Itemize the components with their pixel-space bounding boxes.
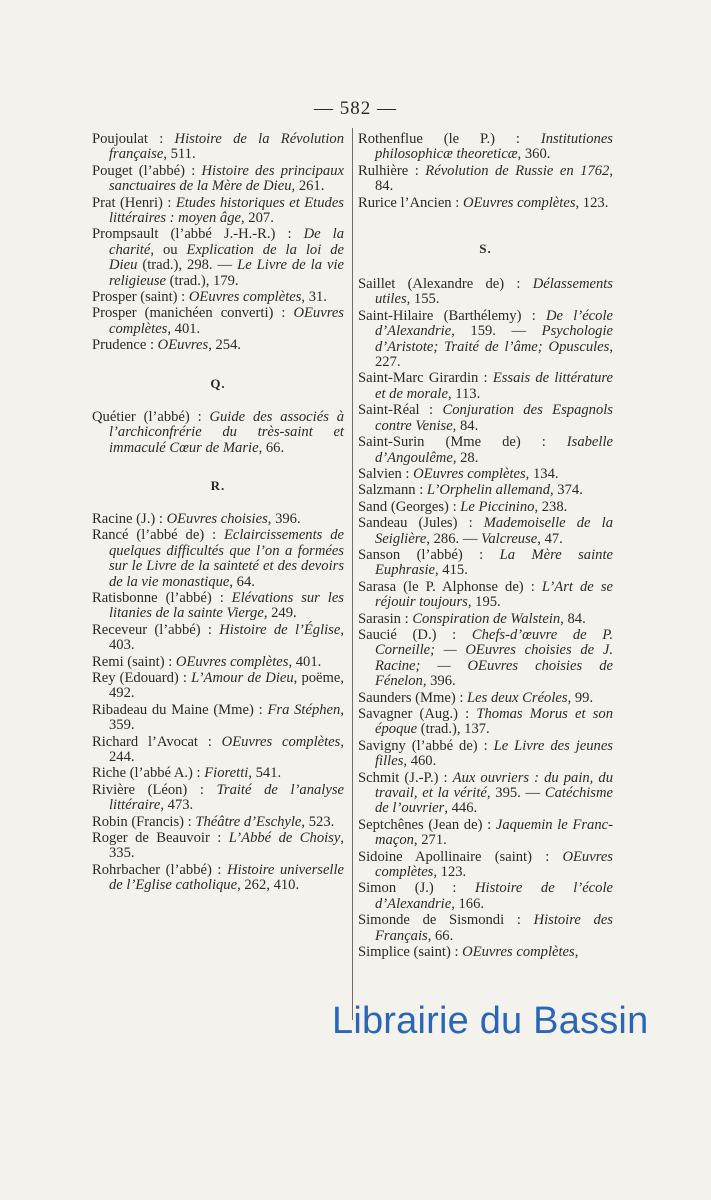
entry-author: Simplice (saint) : <box>358 944 463 961</box>
entry-reference: , 401. <box>167 320 201 337</box>
index-entry <box>92 623 344 654</box>
entry-author: Rothenflue (le P.) : <box>358 131 541 147</box>
entry-title: Mademoiselle de la Seiglière <box>375 515 613 547</box>
entry-title: L’Art de se réjouir toujours <box>375 578 614 611</box>
index-entry <box>92 306 344 337</box>
index-entry <box>92 815 344 830</box>
entry-reference: , 415. <box>435 562 468 579</box>
entry-reference: , 286. — <box>426 530 482 547</box>
entry-title: OEuvres complètes <box>109 305 344 337</box>
left-column <box>92 132 344 895</box>
entry-author: Roger de Beauvoir : <box>92 830 229 847</box>
entry-author: Prudence : <box>92 337 158 354</box>
index-entry <box>358 913 613 944</box>
entry-author: Saucié (D.) : <box>358 626 472 643</box>
entry-title: Institutiones philosophicæ theoreticæ <box>375 131 613 163</box>
entry-reference: , 244. <box>109 733 344 765</box>
entry-title: Etudes historiques et Etudes littéraires : moyen âge <box>109 194 344 227</box>
entry-title: OEuvres <box>157 337 209 354</box>
index-entry <box>358 548 613 579</box>
entry-title: Guide des associés à l’archiconfrérie du très-saint et immaculé Cœur de Marie <box>109 408 344 456</box>
index-entry <box>358 580 613 611</box>
entry-title: Le Livre de la vie religieuse <box>109 257 344 289</box>
entry-author: Prompsault (l’abbé J.-H.-R.) : <box>92 226 304 243</box>
entry-reference: , 113. <box>447 385 481 402</box>
entry-author: Saunders (Mme) : <box>358 689 468 706</box>
entry-reference: , <box>574 944 579 961</box>
entry-title: Le Livre des jeunes filles <box>375 737 613 770</box>
entry-reference: , 396. <box>267 510 301 527</box>
right-column <box>358 132 613 962</box>
entry-author: Ribadeau du Maine (Mme) : <box>92 701 268 718</box>
entry-title: Elévations sur les litanies de la sainte Vierge <box>109 589 344 622</box>
entry-author: Savagner (Aug.) : <box>358 706 477 722</box>
entry-author: Pouget (l’abbé) : <box>92 162 202 179</box>
entry-reference: , 374. <box>550 482 583 499</box>
entry-author: Remi (saint) : <box>92 653 176 670</box>
entry-title: OEuvres complètes <box>375 848 613 881</box>
entry-title: Les deux Créoles <box>467 689 568 706</box>
entry-reference: , 238. <box>534 498 568 515</box>
index-entry <box>358 309 613 371</box>
entry-reference: , 64. <box>229 573 255 590</box>
entry-reference: , 28. <box>452 449 479 466</box>
entry-reference: , 473. <box>160 797 194 814</box>
entry-author: Prosper (manichéen converti) : <box>92 305 294 322</box>
entry-title: Théâtre d’Eschyle <box>195 813 302 830</box>
entry-title: Aux ouvriers : du pain, du travail, et la vérité <box>375 769 613 802</box>
index-entry <box>92 671 344 702</box>
entry-author: Receveur (l’abbé) : <box>92 621 220 638</box>
entry-title: Histoire de l’Église <box>219 621 341 638</box>
entry-title: Essais de littérature et de morale <box>375 370 613 402</box>
index-entry <box>92 164 344 195</box>
entry-title: Psychologie d’Aristote; Traité de l’âme; Opuscules <box>375 323 613 355</box>
index-entry <box>358 403 613 434</box>
index-entry <box>92 831 344 862</box>
entry-reference: , 123. <box>575 194 609 211</box>
index-entry <box>92 766 344 781</box>
entry-title: Conspiration de Walstein <box>412 610 561 627</box>
entry-author: Sarasin : <box>358 610 413 627</box>
entry-reference: , 511. <box>163 146 196 163</box>
entry-reference: , 99. <box>567 689 594 706</box>
entry-author: Robin (Francis) : <box>92 813 196 830</box>
index-entry <box>358 612 613 627</box>
entry-author: Saint-Marc Girardin : <box>358 370 493 387</box>
entry-title: OEuvres choisies <box>166 510 268 527</box>
entry-title: OEuvres complètes <box>413 465 526 482</box>
entry-title: OEuvres complètes <box>221 733 341 750</box>
entry-title: Délassements utiles <box>375 276 613 308</box>
entry-reference: , 261. <box>291 178 325 195</box>
entry-reference: , 360. <box>517 146 551 163</box>
index-entry <box>92 863 344 894</box>
index-entry <box>92 655 344 670</box>
index-entry <box>358 516 613 547</box>
entry-reference: , 84. <box>452 417 479 434</box>
entry-reference: , poëme, 492. <box>109 669 344 702</box>
entry-title: De l’école d’Alexandrie <box>375 307 613 340</box>
index-entry <box>92 132 344 163</box>
index-entry <box>358 850 613 881</box>
index-entry <box>358 500 613 515</box>
entry-author: Ratisbonne (l’abbé) : <box>92 589 232 606</box>
entry-title: L’Amour de Dieu <box>191 669 294 686</box>
entry-reference: , 31. <box>301 289 327 306</box>
entry-reference: , 66. <box>258 439 285 456</box>
column-rule <box>352 128 353 1020</box>
index-entry <box>358 691 613 706</box>
entry-title: OEuvres complètes <box>188 289 302 306</box>
entry-title: Traité de l’analyse littéraire <box>109 781 344 814</box>
entry-reference: , 166. <box>451 895 485 912</box>
entry-reference: , 254. <box>208 337 242 354</box>
entry-author: Septchênes (Jean de) : <box>358 816 496 833</box>
index-entry <box>358 467 613 482</box>
entry-author: Sarasa (le P. Alphonse de) : <box>358 578 542 595</box>
entry-title: L’Abbé de Choisy <box>228 830 341 847</box>
index-entry <box>358 435 613 466</box>
entry-author: Poujoulat : <box>92 131 175 147</box>
entry-reference: , 207. <box>241 210 274 227</box>
entry-reference: , 123. <box>433 864 467 881</box>
entry-author: Racine (J.) : <box>92 510 167 527</box>
entry-title: Fra Stéphen <box>267 701 341 718</box>
entry-author: Saint-Hilaire (Barthélemy) : <box>358 307 547 324</box>
entry-author: Saillet (Alexandre de) : <box>358 276 533 293</box>
index-entry <box>92 512 344 527</box>
entry-author: Sanson (l’abbé) : <box>358 546 500 563</box>
entry-author: Salvien : <box>358 465 414 482</box>
index-entry <box>92 783 344 814</box>
index-entry <box>92 410 344 456</box>
entry-reference: (trad.), 298. — <box>137 257 238 274</box>
index-entry <box>358 132 613 163</box>
index-entry <box>358 164 613 195</box>
entry-reference: , 262, 410. <box>237 877 300 894</box>
entry-author: Quétier (l’abbé) : <box>92 408 210 425</box>
entry-reference: , 66. <box>427 927 454 944</box>
index-entry <box>358 371 613 402</box>
entry-author: Rey (Edouard) : <box>92 669 192 686</box>
entry-author: Simonde de Sismondi : <box>358 912 534 929</box>
entry-reference: , 84. <box>375 162 613 195</box>
entry-author: Prat (Henri) : <box>92 194 176 211</box>
section-letter: S. <box>479 241 492 257</box>
entry-author: Saint-Surin (Mme de) : <box>358 434 567 451</box>
entry-reference: (trad.), 179. <box>166 272 239 289</box>
entry-reference: , 396. <box>422 673 456 690</box>
entry-author: Salzmann : <box>358 482 427 499</box>
index-entry <box>92 528 344 590</box>
entry-author: Rurice l’Ancien : <box>358 194 463 211</box>
index-entry <box>92 196 344 227</box>
entry-reference: , 159. — <box>451 323 542 340</box>
entry-author: Sidoine Apollinaire (saint) : <box>358 848 563 865</box>
index-entry <box>358 277 613 308</box>
page-number: — 582 — <box>314 98 397 119</box>
entry-reference: , 271. <box>413 832 447 849</box>
entry-title: L’Orphelin allemand <box>426 482 550 499</box>
entry-author: Schmit (J.-P.) : <box>358 769 453 786</box>
entry-author: Saint-Réal : <box>358 402 443 419</box>
entry-author: Riche (l’abbé A.) : <box>92 765 205 782</box>
entry-author: Simon (J.) : <box>358 880 476 897</box>
entry-reference: , 195. <box>467 594 501 611</box>
index-entry <box>358 818 613 849</box>
entry-title: Conjuration des Espagnols contre Venise <box>375 402 613 434</box>
entry-author: Sand (Georges) : <box>358 498 461 515</box>
entry-reference: , 249. <box>263 605 297 622</box>
entry-title: Histoire de la Révolution française <box>109 131 344 163</box>
index-entry <box>92 703 344 734</box>
entry-author: Sandeau (Jules) : <box>358 515 484 532</box>
index-entry <box>92 290 344 305</box>
entry-title: Histoire de l’école d’Alexandrie <box>375 880 613 912</box>
entry-reference: , 403. <box>109 621 344 654</box>
entry-reference: , 359. <box>109 701 344 734</box>
entry-title: Explication de la loi de Dieu <box>109 241 344 274</box>
entry-reference: , 335. <box>109 830 344 862</box>
entry-title: Fioretti <box>204 765 249 782</box>
entry-title: Histoire des principaux sanctuaires de la Mère de Dieu <box>109 162 344 195</box>
entry-reference: , 401. <box>288 653 322 670</box>
entry-title: OEuvres complètes <box>462 944 575 961</box>
entry-reference: , 155. <box>406 291 440 308</box>
entry-reference: , 227. <box>375 338 613 371</box>
index-entry <box>358 771 613 817</box>
entry-title: Révolution de Russie en 1762 <box>425 162 610 179</box>
entry-title: OEuvres complètes <box>462 194 576 211</box>
index-entry <box>358 196 613 211</box>
entry-reference: , 523. <box>301 813 335 830</box>
entry-author: Rivière (Léon) : <box>92 781 217 798</box>
index-entry <box>92 227 344 289</box>
section-letter: R. <box>210 477 226 493</box>
index-entry <box>358 707 613 738</box>
index-entry <box>358 483 613 498</box>
entry-reference: (trad.), 137. <box>417 721 490 738</box>
entry-title: Eclaircissements de quelques difficultés que l’on a formées sur le Livre de la sainteté et des devoirs de la vie monastique <box>109 527 344 590</box>
entry-title: Le Piccinino <box>460 498 535 515</box>
entry-title: Isabelle d’Angoulême <box>375 434 613 466</box>
entry-title: Thomas Morus et son époque <box>375 706 613 738</box>
section-letter: Q. <box>210 375 226 391</box>
entry-author: Rohrbacher (l’abbé) : <box>92 861 228 878</box>
entry-reference: , 47. <box>537 530 563 547</box>
entry-author: Richard l’Avocat : <box>92 733 222 750</box>
watermark: Librairie du Bassin <box>332 1000 649 1042</box>
entry-reference: , 446. <box>444 800 478 817</box>
entry-title: La Mère sainte Euphrasie <box>375 546 613 579</box>
entry-title: Histoire universelle de l’Eglise catholique <box>109 861 345 894</box>
index-entry <box>92 735 344 766</box>
entry-reference: , ou <box>150 241 187 258</box>
entry-title: OEuvres complètes <box>175 653 289 670</box>
entry-reference: , 460. <box>403 753 437 770</box>
entry-author: Rulhière : <box>358 162 426 179</box>
index-entry <box>358 628 613 690</box>
entry-reference: , 134. <box>525 465 559 482</box>
entry-author: Prosper (saint) : <box>92 289 189 306</box>
entry-reference: , 395. — <box>486 785 545 802</box>
entry-title: De la charité <box>109 226 344 258</box>
entry-author: Savigny (l’abbé de) : <box>358 737 494 754</box>
index-entry <box>358 881 613 912</box>
entry-title: Chefs-d’œuvre de P. Corneille; — OEuvres choisies de J. Racine; — OEuvres choisies de Fénelon <box>375 626 613 690</box>
entry-title: Catéchisme de l’ouvrier <box>375 785 613 817</box>
index-entry <box>92 338 344 353</box>
entry-title: Jaquemin le Franc-maçon <box>375 816 613 849</box>
entry-title: Valcreuse <box>481 530 538 547</box>
index-entry <box>92 591 344 622</box>
entry-reference: , 84. <box>560 610 586 627</box>
entry-title: Histoire des Français <box>375 912 613 944</box>
entry-reference: , 541. <box>248 765 282 782</box>
entry-author: Rancé (l’abbé de) : <box>92 527 224 544</box>
index-entry <box>358 739 613 770</box>
index-entry <box>358 945 613 960</box>
